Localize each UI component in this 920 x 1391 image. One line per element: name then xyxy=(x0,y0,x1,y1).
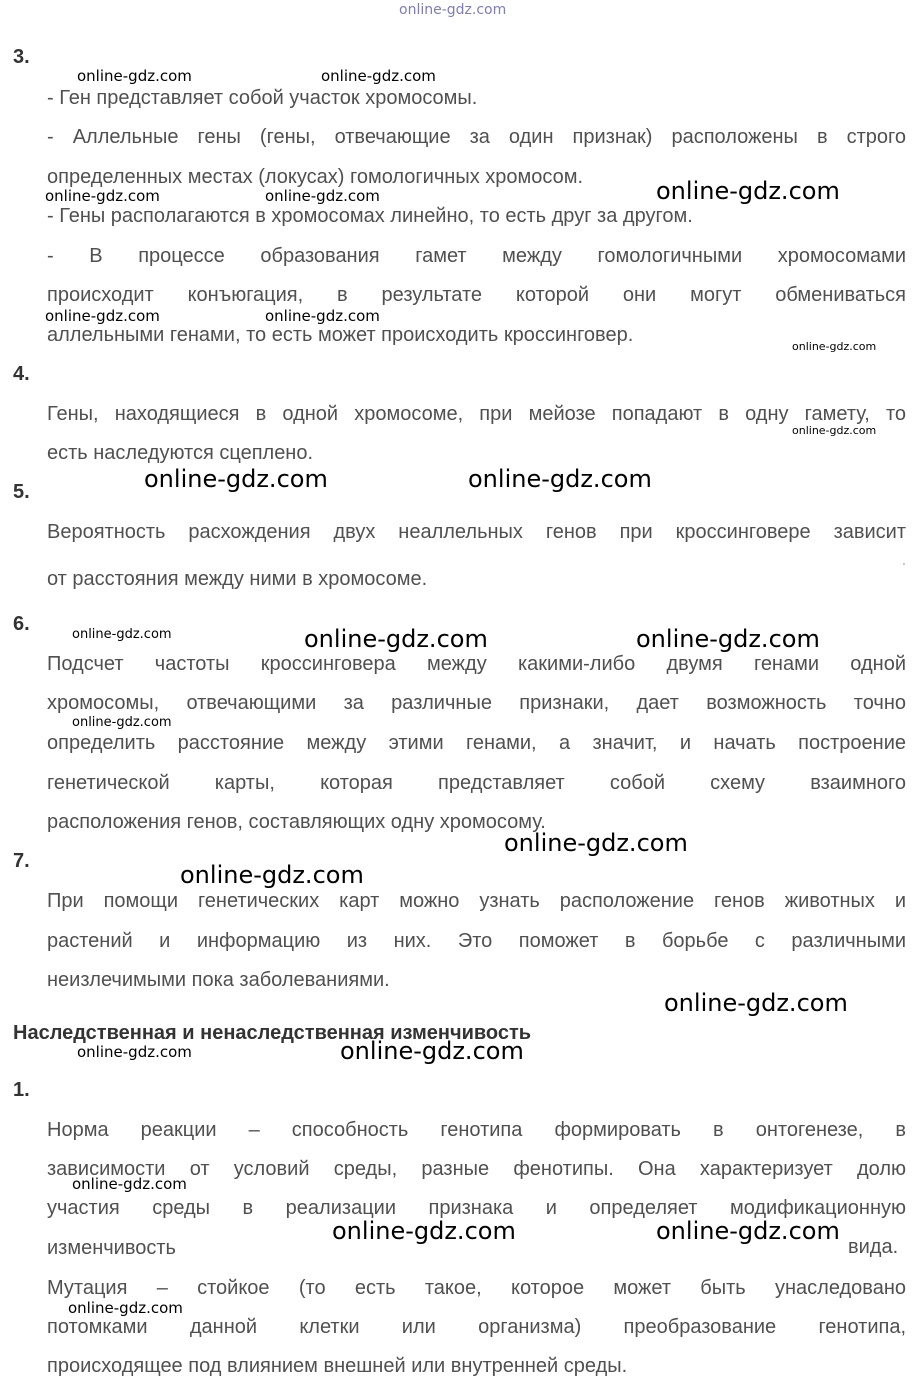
watermark: online-gdz.com xyxy=(792,424,877,437)
question-5-line-1: Вероятность расхождения двух неаллельных генов при кроссинговере зависит xyxy=(47,521,906,543)
watermark: online-gdz.com xyxy=(77,1043,192,1061)
question-7-line-3: неизлечимыми пока заболеваниями. xyxy=(47,969,390,991)
question-3-line-6: происходит конъюгация, в результате которой они могут обмениваться xyxy=(47,284,906,306)
section-line-4-end: вида. xyxy=(848,1236,899,1258)
question-4-line-1: Гены, находящиеся в одной хромосоме, при мейозе попадают в одну гамету, то xyxy=(47,403,906,425)
section-line-1: Норма реакции – способность генотипа формировать в онтогенезе, в xyxy=(47,1119,906,1141)
question-6-line-4: генетической карты, которая представляет собой схему взаимного xyxy=(47,772,906,794)
watermark: online-gdz.com xyxy=(321,67,436,85)
watermark: online-gdz.com xyxy=(180,861,364,889)
watermark: online-gdz.com xyxy=(72,715,172,730)
question-6-line-2: хромосомы, отвечающими за различные признаки, дает возможность точно xyxy=(47,692,906,714)
watermark: online-gdz.com xyxy=(468,465,652,493)
section-title: Наследственная и ненаследственная изменчивость xyxy=(13,1022,532,1044)
section-line-6: потомками данной клетки или организма) преобразование генотипа, xyxy=(47,1316,906,1338)
question-5-line-2: от расстояния между ними в хромосоме. xyxy=(47,568,428,590)
watermark: online-gdz.com xyxy=(77,67,192,85)
watermark: online-gdz.com xyxy=(265,307,380,325)
question-7-number: 7. xyxy=(13,850,30,872)
top-watermark: online-gdz.com xyxy=(399,2,507,18)
watermark: online-gdz.com xyxy=(144,465,328,493)
question-7-line-2: растений и информацию из них. Это поможет в борьбе с различными xyxy=(47,930,906,952)
question-3-line-2: - Аллельные гены (гены, отвечающие за один признак) расположены в строго xyxy=(47,126,906,148)
question-6-line-1: Подсчет частоты кроссинговера между какими-либо двумя генами одной xyxy=(47,653,906,675)
question-3-line-4: - Гены располагаются в хромосомах линейно, то есть друг за другом. xyxy=(47,205,693,227)
watermark: online-gdz.com xyxy=(504,829,688,857)
watermark: online-gdz.com xyxy=(656,1217,840,1245)
section-question-1-number: 1. xyxy=(13,1079,30,1101)
question-3-line-1: - Ген представляет собой участок хромосомы. xyxy=(47,87,478,109)
question-6-number: 6. xyxy=(13,613,30,635)
section-line-5: Мутация – стойкое (то есть такое, которое может быть унаследовано xyxy=(47,1277,906,1299)
watermark: online-gdz.com xyxy=(45,187,160,205)
question-5-number: 5. xyxy=(13,481,30,503)
watermark: online-gdz.com xyxy=(656,177,840,205)
watermark: online-gdz.com xyxy=(72,1175,187,1193)
question-7-line-1: При помощи генетических карт можно узнать расположение генов животных и xyxy=(47,890,906,912)
watermark: online-gdz.com xyxy=(45,307,160,325)
watermark: online-gdz.com xyxy=(265,187,380,205)
question-3-line-7: аллельными генами, то есть может происходить кроссинговер. xyxy=(47,324,634,346)
watermark: online-gdz.com xyxy=(304,625,488,653)
question-3-line-3: определенных местах (локусах) гомологичных хромосом. xyxy=(47,166,584,188)
watermark: online-gdz.com xyxy=(340,1037,524,1065)
watermark: online-gdz.com xyxy=(664,989,848,1017)
question-3-line-5: - В процессе образования гамет между гомологичными хромосомами xyxy=(47,245,906,267)
question-4-number: 4. xyxy=(13,363,30,385)
section-line-2: зависимости от условий среды, разные фенотипы. Она характеризует долю xyxy=(47,1158,906,1180)
question-3-number: 3. xyxy=(13,46,30,68)
watermark: online-gdz.com xyxy=(792,340,877,353)
section-line-7: происходящее под влиянием внешней или внутренней среды. xyxy=(47,1355,628,1377)
watermark: online-gdz.com xyxy=(68,1299,183,1317)
stray-mark: ˈ xyxy=(902,561,906,575)
watermark: online-gdz.com xyxy=(332,1217,516,1245)
question-4-line-2: есть наследуются сцеплено. xyxy=(47,442,314,464)
question-6-line-3: определить расстояние между этими генами, а значит, и начать построение xyxy=(47,732,906,754)
section-line-4: изменчивость xyxy=(47,1237,176,1259)
question-6-line-5: расположения генов, составляющих одну хромосому. xyxy=(47,811,546,833)
section-line-3: участия среды в реализации признака и определяет модификационную xyxy=(47,1197,906,1219)
watermark: online-gdz.com xyxy=(72,627,172,642)
watermark: online-gdz.com xyxy=(636,625,820,653)
